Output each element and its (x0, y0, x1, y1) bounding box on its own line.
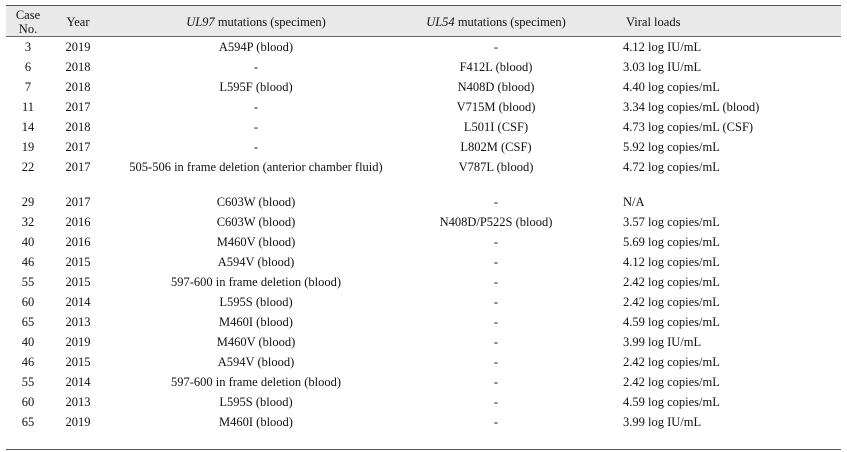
table-row (6, 332, 841, 352)
cell-case-no: 40 (21, 235, 35, 249)
cell-case-no: 40 (21, 335, 35, 349)
header-ul54-mutations (406, 15, 586, 29)
cell-viral-load: 4.12 log IU/mL (623, 40, 702, 54)
cell-viral-load: 3.57 log copies/mL (623, 215, 720, 229)
cell-case-no: 11 (21, 100, 35, 114)
table-row (6, 272, 841, 292)
cell-ul54-mutation: - (493, 195, 499, 209)
cell-case-no: 55 (21, 375, 35, 389)
cell-case-no: 7 (24, 80, 32, 94)
cell-ul54-mutation: - (493, 295, 499, 309)
header-ul97-mutations (106, 15, 406, 29)
table-row (6, 392, 841, 412)
cell-ul97-mutation: A594V (blood) (217, 355, 295, 369)
cell-ul97-mutation: M460I (blood) (219, 415, 293, 429)
table-row (6, 137, 841, 157)
cell-ul97-mutation: M460V (blood) (216, 235, 296, 249)
cell-ul54-mutation: V715M (blood) (456, 100, 536, 114)
header-ul97-gene: UL97 (186, 15, 215, 29)
cell-case-no: 6 (24, 60, 32, 74)
header-ul97-rest: mutations (specimen) (214, 15, 326, 29)
cell-case-no: 14 (21, 120, 35, 134)
table-row (6, 232, 841, 252)
header-viral-loads: Viral loads (626, 15, 681, 29)
cell-year: 2015 (65, 355, 91, 369)
cell-ul54-mutation: N408D (blood) (457, 80, 535, 94)
cell-ul97-mutation: L595F (blood) (219, 80, 293, 94)
cell-case-no: 32 (21, 215, 35, 229)
cell-ul54-mutation: F412L (blood) (459, 60, 533, 74)
cell-ul54-mutation: - (493, 235, 499, 249)
cell-ul54-mutation: - (493, 315, 499, 329)
cell-ul54-mutation: - (493, 255, 499, 269)
cell-viral-load: 2.42 log copies/mL (623, 375, 720, 389)
cell-year: 2018 (65, 60, 91, 74)
cell-ul97-mutation: L595S (blood) (219, 395, 293, 409)
table-row (6, 157, 841, 177)
table-row (6, 77, 841, 97)
cell-ul97-mutation: C603W (blood) (216, 215, 296, 229)
cell-year: 2018 (65, 120, 91, 134)
cell-year: 2019 (65, 40, 91, 54)
cell-viral-load: 3.99 log IU/mL (623, 335, 702, 349)
table-row (6, 412, 841, 432)
header-case-line2: No. (18, 22, 38, 36)
cell-ul97-mutation: A594V (blood) (217, 255, 295, 269)
cell-case-no: 55 (21, 275, 35, 289)
cell-case-no: 60 (21, 295, 35, 309)
cell-case-no: 65 (21, 315, 35, 329)
cell-ul54-mutation: - (493, 40, 499, 54)
cell-year: 2015 (65, 255, 91, 269)
cell-year: 2017 (65, 195, 91, 209)
table-header (6, 6, 841, 37)
table-row (6, 312, 841, 332)
table-row (6, 292, 841, 312)
cell-year: 2016 (65, 235, 91, 249)
cell-ul54-mutation: L802M (CSF) (460, 140, 532, 154)
cell-viral-load: 5.69 log copies/mL (623, 235, 720, 249)
cell-case-no: 65 (21, 415, 35, 429)
table-bottom-rule (6, 449, 841, 450)
cell-ul97-mutation: M460I (blood) (219, 315, 293, 329)
cell-case-no: 60 (21, 395, 35, 409)
header-case-line1: Case (15, 8, 41, 22)
table-row (6, 192, 841, 212)
table-row (6, 352, 841, 372)
cell-case-no: 46 (21, 255, 35, 269)
cell-viral-load: 4.59 log copies/mL (623, 315, 720, 329)
header-year: Year (66, 15, 90, 29)
cell-ul97-mutation: A594P (blood) (218, 40, 294, 54)
cell-ul54-mutation: - (493, 375, 499, 389)
cell-case-no: 46 (21, 355, 35, 369)
cell-ul97-mutation: - (253, 120, 259, 134)
table-row (6, 97, 841, 117)
cell-ul54-mutation: L501I (CSF) (463, 120, 529, 134)
cell-ul54-mutation: - (493, 395, 499, 409)
cell-ul97-mutation: - (253, 140, 259, 154)
cell-viral-load: 4.12 log copies/mL (623, 255, 720, 269)
cell-viral-load: 2.42 log copies/mL (623, 275, 720, 289)
cell-year: 2014 (65, 295, 91, 309)
cell-case-no: 29 (21, 195, 35, 209)
cell-case-no: 19 (21, 140, 35, 154)
cell-ul54-mutation: - (493, 355, 499, 369)
cell-case-no: 3 (24, 40, 32, 54)
cell-year: 2014 (65, 375, 91, 389)
cell-year: 2018 (65, 80, 91, 94)
cell-viral-load: 2.42 log copies/mL (623, 355, 720, 369)
header-ul54-gene: UL54 (426, 15, 455, 29)
cell-ul97-mutation: 597-600 in frame deletion (blood) (170, 375, 342, 389)
cell-ul54-mutation: - (493, 415, 499, 429)
table-row (6, 117, 841, 137)
cell-viral-load: 3.99 log IU/mL (623, 415, 702, 429)
cell-year: 2015 (65, 275, 91, 289)
cell-case-no: 22 (21, 160, 35, 174)
cell-year: 2013 (65, 395, 91, 409)
cell-year: 2019 (65, 415, 91, 429)
cell-ul97-mutation: L595S (blood) (219, 295, 293, 309)
cell-viral-load: 4.59 log copies/mL (623, 395, 720, 409)
cell-viral-load: 4.40 log copies/mL (623, 80, 720, 94)
cell-ul54-mutation: N408D/P522S (blood) (439, 215, 553, 229)
cell-year: 2017 (65, 100, 91, 114)
table-row (6, 37, 841, 57)
cell-ul54-mutation: - (493, 275, 499, 289)
cell-year: 2016 (65, 215, 91, 229)
cell-ul97-mutation: 505-506 in frame deletion (anterior chamber fluid) (129, 160, 383, 174)
cell-year: 2013 (65, 315, 91, 329)
table-row (6, 372, 841, 392)
cell-viral-load: 4.73 log copies/mL (CSF) (623, 120, 754, 134)
cell-ul97-mutation: M460V (blood) (216, 335, 296, 349)
cell-ul97-mutation: C603W (blood) (216, 195, 296, 209)
cell-ul97-mutation: 597-600 in frame deletion (blood) (170, 275, 342, 289)
cell-viral-load: 5.92 log copies/mL (623, 140, 720, 154)
cell-ul54-mutation: V787L (blood) (458, 160, 534, 174)
cell-viral-load: 4.72 log copies/mL (623, 160, 720, 174)
cell-year: 2019 (65, 335, 91, 349)
cell-viral-load: N/A (623, 195, 645, 209)
cell-viral-load: 2.42 log copies/mL (623, 295, 720, 309)
cell-year: 2017 (65, 140, 91, 154)
table-row (6, 57, 841, 77)
cell-year: 2017 (65, 160, 91, 174)
cell-viral-load: 3.03 log IU/mL (623, 60, 702, 74)
cell-ul97-mutation: - (253, 60, 259, 74)
cell-ul97-mutation: - (253, 100, 259, 114)
header-case-no (6, 8, 50, 36)
header-ul54-rest: mutations (specimen) (454, 15, 566, 29)
table-row (6, 212, 841, 232)
cell-ul54-mutation: - (493, 335, 499, 349)
cell-viral-load: 3.34 log copies/mL (blood) (623, 100, 760, 114)
table-row (6, 252, 841, 272)
